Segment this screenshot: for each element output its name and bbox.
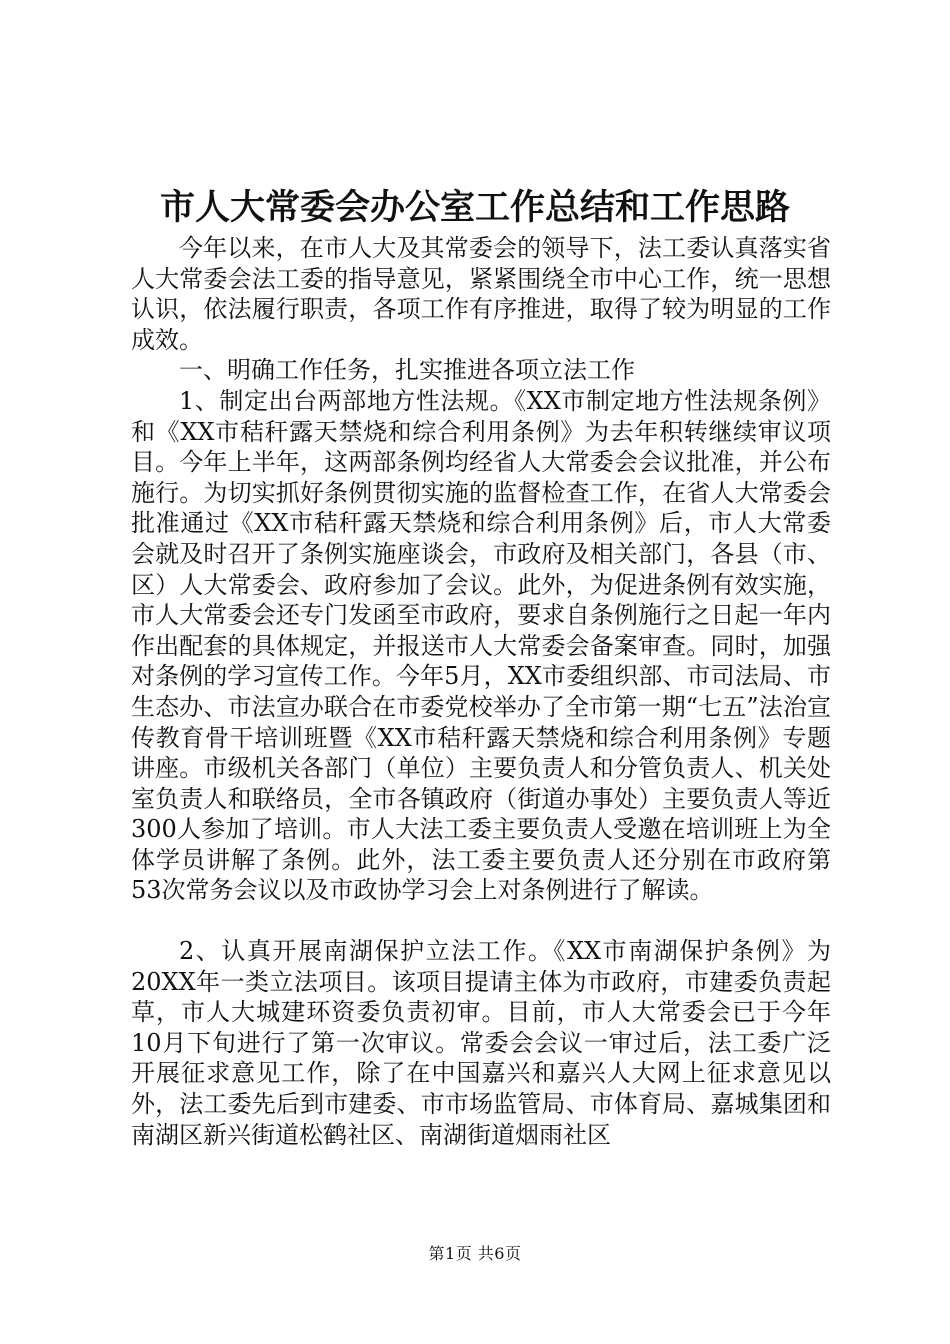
- document-title: 市人大常委会办公室工作总结和工作思路: [159, 187, 790, 228]
- item-2-paragraph: 2、认真开展南湖保护立法工作。《XX市南湖保护条例》为20XX年一类立法项目。该项目提请主体为市政府，市建委负责起草，市人大城建环资委负责初审。目前，市人大常委会已于今年10月下旬进行了第一次审议。常委会会议一审过后，法工委广泛开展征求意见工作，除了在中国嘉兴和嘉兴人大网上征求意见以外，法工委先后到市建委、市市场监管局、市体育局、嘉城集团和南湖区新兴街道松鹤社区、南湖街道烟雨社区: [131, 937, 831, 1149]
- section-heading: 一、明确工作任务，扎实推进各项立法工作: [179, 356, 635, 385]
- document-body: [131, 233, 831, 1150]
- page-footer: 第1页 共6页: [428, 1244, 522, 1263]
- item-1-paragraph: 1、制定出台两部地方性法规。《XX市制定地方性法规条例》和《XX市秸秆露天禁烧和综合利用条例》为去年积转继续审议项目。今年上半年，这两部条例均经省人大常委会会议批准，并公布施行。为切实抓好条例贯彻实施的监督检查工作，在省人大常委会批准通过《XX市秸秆露天禁烧和综合利用条例》后，市人大常委会就及时召开了条例实施座谈会，市政府及相关部门，各县（市、区）人大常委会、政府参加了会议。此外，为促进条例有效实施，市人大常委会还专门发函至市政府，要求自条例施行之日起一年内作出配套的具体规定，并报送市人大常委会备案审查。同时，加强对条例的学习宣传工作。今年5月，XX市委组织部、市司法局、市生态办、市法宣办联合在市委党校举办了全市第一期“七五”法治宣传教育骨干培训班暨《XX市秸秆露天禁烧和综合利用条例》专题讲座。市级机关各部门（单位）主要负责人和分管负责人、机关处室负责人和联络员，全市各镇政府（街道办事处）主要负责人等近300人参加了培训。市人大法工委主要负责人受邀在培训班上为全体学员讲解了条例。此外，法工委主要负责人还分别在市政府第53次常务会议以及市政协学习会上对条例进行了解读。: [131, 386, 831, 905]
- intro-paragraph: 今年以来，在市人大及其常委会的领导下，法工委认真落实省人大常委会法工委的指导意见，紧紧围绕全市中心工作，统一思想认识，依法履行职责，各项工作有序推进，取得了较为明显的工作成效。: [131, 234, 831, 354]
